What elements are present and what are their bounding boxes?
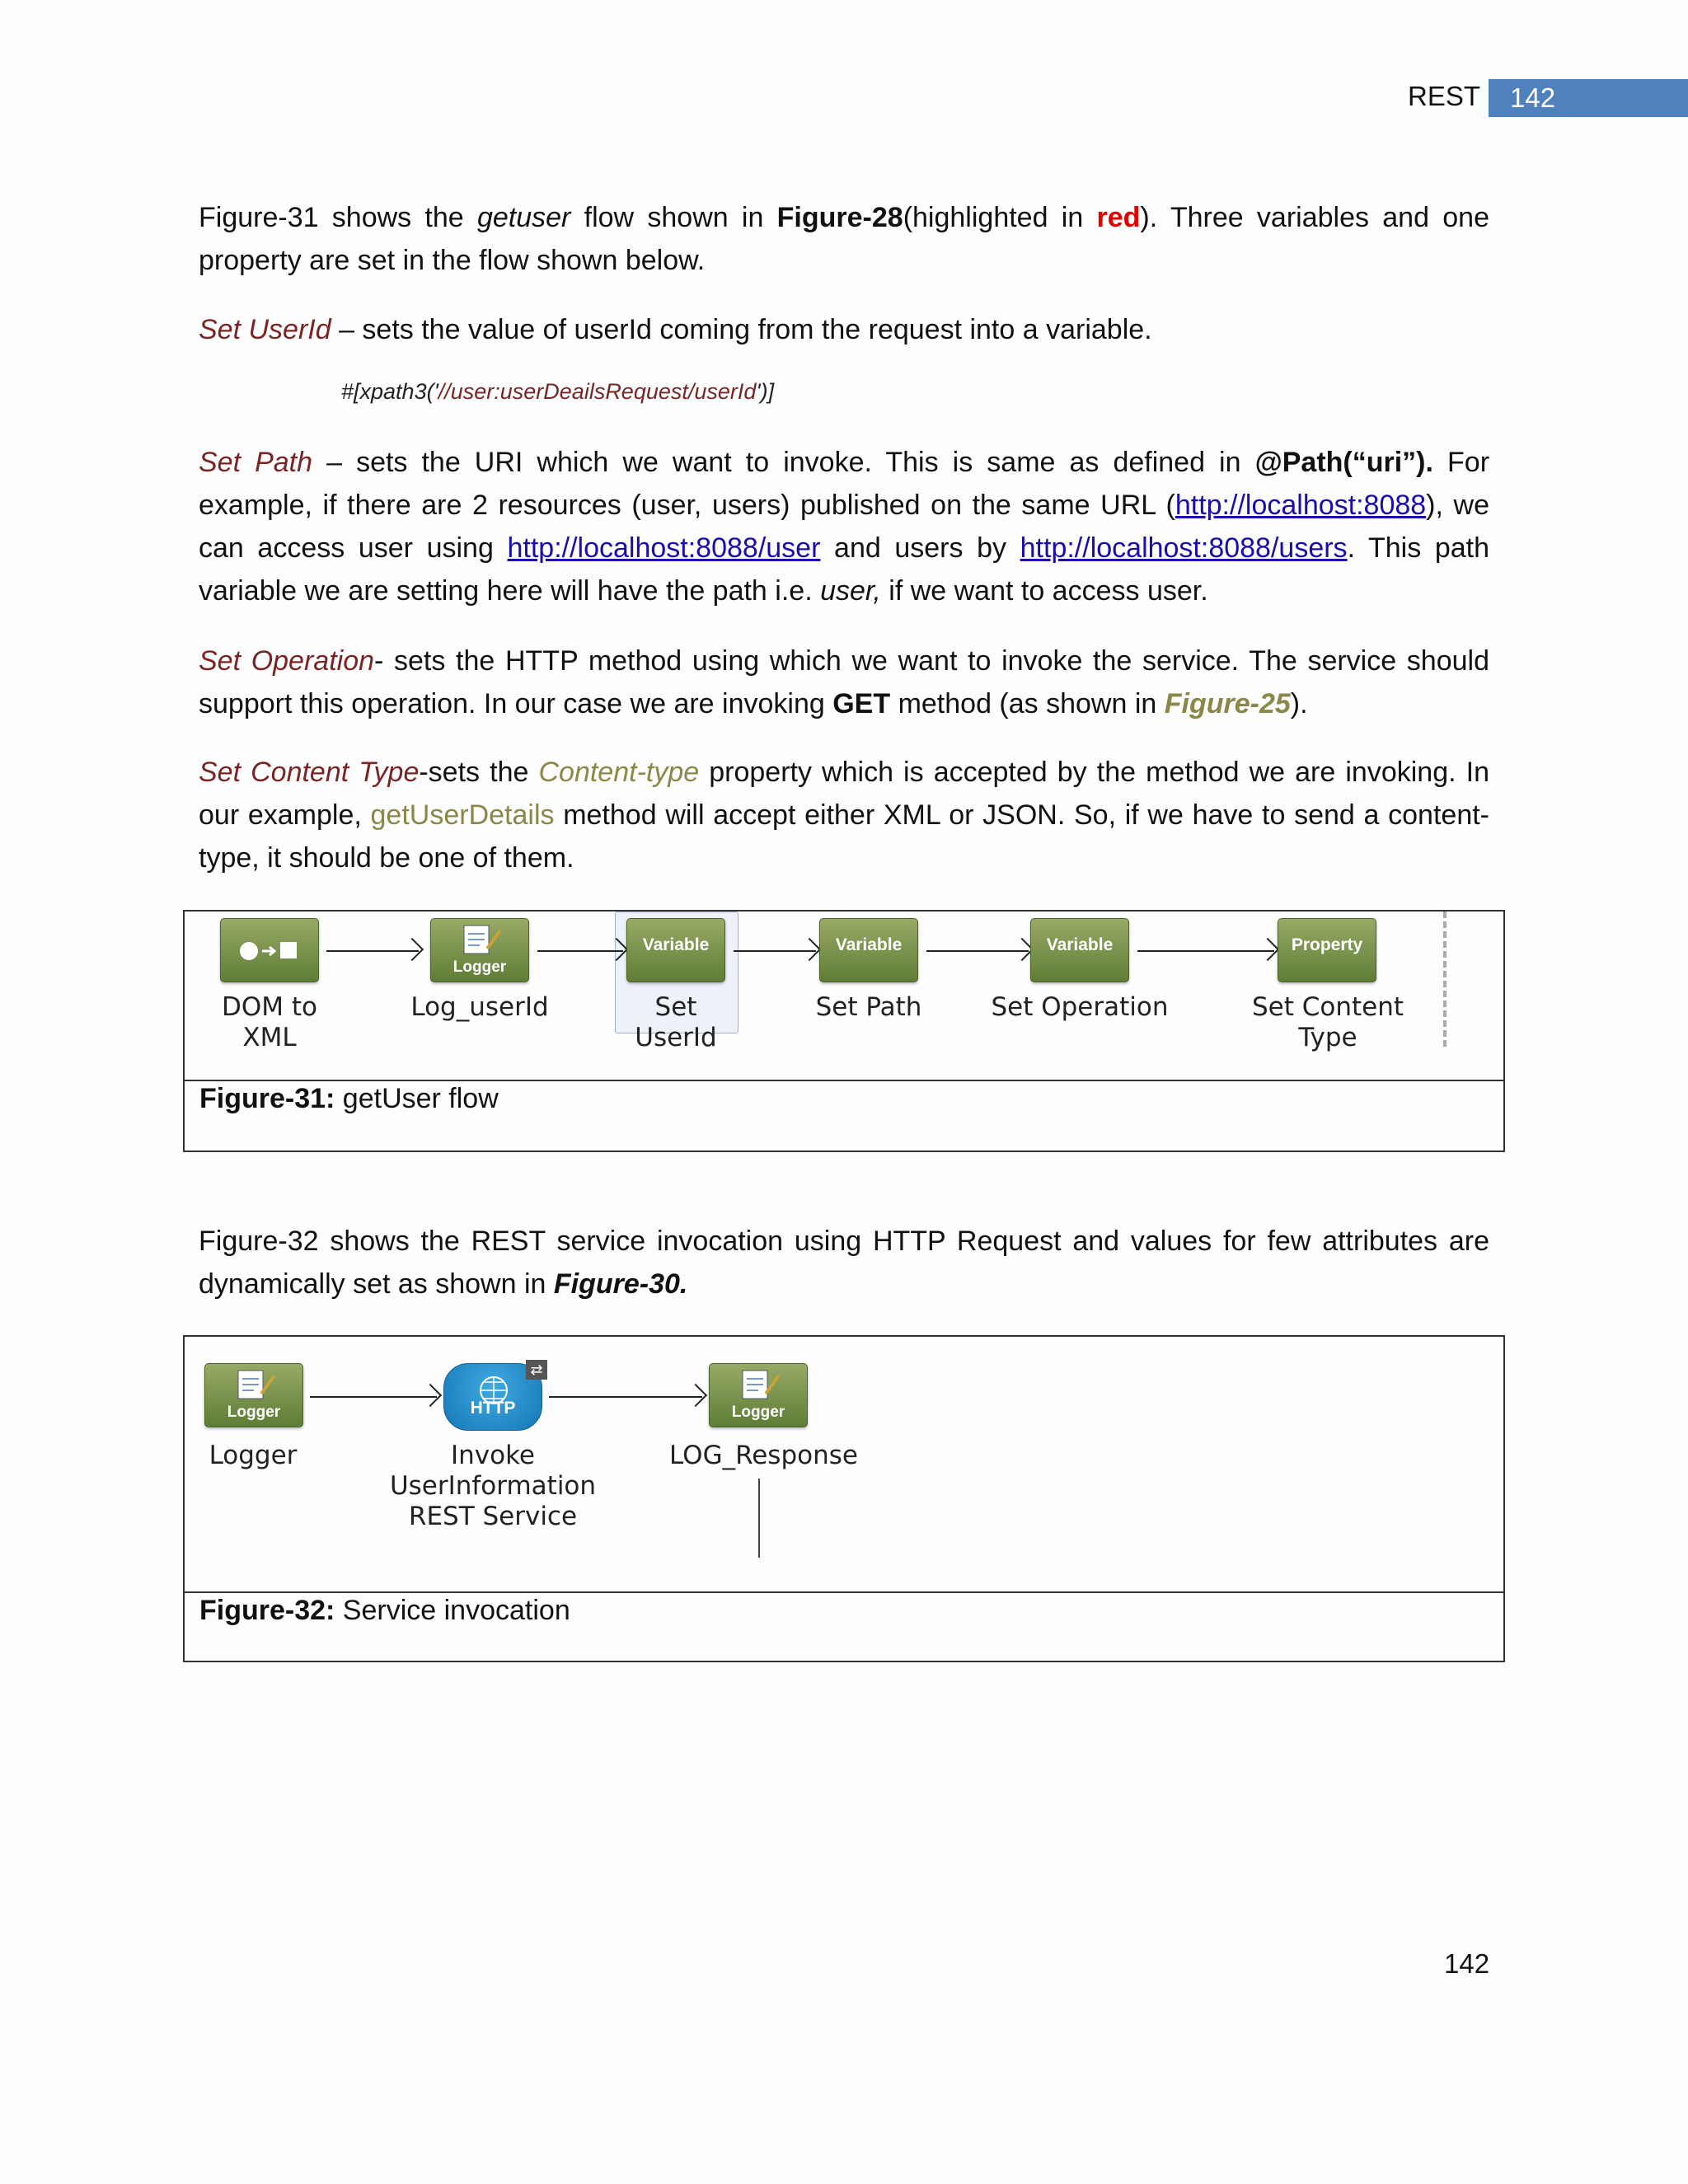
flow-arrow — [734, 950, 816, 952]
flow-arrow — [549, 1396, 702, 1398]
logger-icon[interactable]: Logger — [430, 918, 529, 982]
running-header-page-number: 142 — [1489, 79, 1688, 117]
flow-arrow — [310, 1396, 437, 1398]
paragraph-set-operation: Set Operation- sets the HTTP method using which we want to invoke the service. The service should support this operation. In our case we are invoking GET method (as shown in Figure-25). — [199, 645, 1489, 719]
node-label-invoke-rest-service: Invoke UserInformation REST Service — [389, 1441, 597, 1531]
http-icon[interactable]: HTTP — [443, 1363, 542, 1431]
caption-separator — [185, 1080, 1503, 1081]
node-label-set-content-type: Set Content Type — [1251, 992, 1404, 1052]
xpath-expression: #[xpath3('//user:userDeailsRequest/userId')] — [341, 379, 775, 404]
paragraph-set-userid: Set UserId – sets the value of userId coming from the request into a variable. — [199, 314, 1152, 345]
variable-icon[interactable]: Variable — [626, 918, 725, 982]
swap-icon: ⇄ — [526, 1360, 547, 1380]
flow-arrow — [537, 950, 623, 952]
flow-arrow — [326, 950, 419, 952]
paragraph-figure-32-intro: Figure-32 shows the REST service invocation using HTTP Request and values for few attributes are dynamically set as shown in Figure-30. — [199, 1226, 1489, 1300]
node-label-dom-to-xml: DOM to XML — [222, 992, 317, 1052]
paragraph-set-path: Set Path – sets the URI which we want to invoke. This is same as defined in @Path(“uri”). For example, if there are 2 resources (user, users) published on the same URL (http://localhost:8088), we can access user using http://localhost:8088/user and users by http://localhost:8088/users. This path variable we are setting here will have the path i.e. user, if we want to access user. — [199, 447, 1490, 607]
running-header-title: REST — [1408, 81, 1481, 111]
logger-icon[interactable]: Logger — [709, 1363, 808, 1427]
node-label-logger: Logger — [209, 1441, 298, 1470]
dom-to-xml-icon[interactable] — [220, 918, 319, 982]
flow-arrow — [1137, 950, 1274, 952]
link-localhost-users[interactable]: http://localhost:8088/users — [1020, 532, 1348, 564]
figure-31-caption: Figure-31: getUser flow — [199, 1083, 499, 1114]
node-label-log-userid: Log_userId — [410, 992, 549, 1022]
variable-icon[interactable]: Variable — [819, 918, 918, 982]
node-label-set-operation: Set Operation — [991, 992, 1169, 1022]
property-icon[interactable]: Property — [1278, 918, 1376, 982]
node-label-set-userid: Set UserId — [635, 992, 717, 1052]
response-connector-line — [758, 1479, 760, 1558]
figure-32-caption: Figure-32: Service invocation — [199, 1595, 570, 1626]
paragraph-intro: Figure-31 shows the getuser flow shown in Figure-28(highlighted in red). Three variables and one property are set in the flow shown below. — [199, 202, 1489, 276]
flow-end-dashed-line — [1443, 912, 1447, 1047]
link-localhost-user[interactable]: http://localhost:8088/user — [507, 532, 821, 564]
variable-icon[interactable]: Variable — [1030, 918, 1129, 982]
logger-icon[interactable]: Logger — [204, 1363, 303, 1427]
footer-page-number: 142 — [1444, 1948, 1490, 1979]
figure-31-box — [183, 910, 1505, 1152]
figure-32-box — [183, 1335, 1505, 1662]
node-label-set-path: Set Path — [815, 992, 922, 1022]
flow-arrow — [926, 950, 1029, 952]
caption-separator — [185, 1591, 1503, 1593]
node-label-log-response: LOG_Response — [669, 1441, 858, 1470]
paragraph-set-content-type: Set Content Type-sets the Content-type property which is accepted by the method we are invoking. In our example, getUserDetails method will accept either XML or JSON. So, if we have to send a content-type, it should be one of them. — [199, 757, 1490, 874]
link-localhost[interactable]: http://localhost:8088 — [1175, 490, 1427, 521]
